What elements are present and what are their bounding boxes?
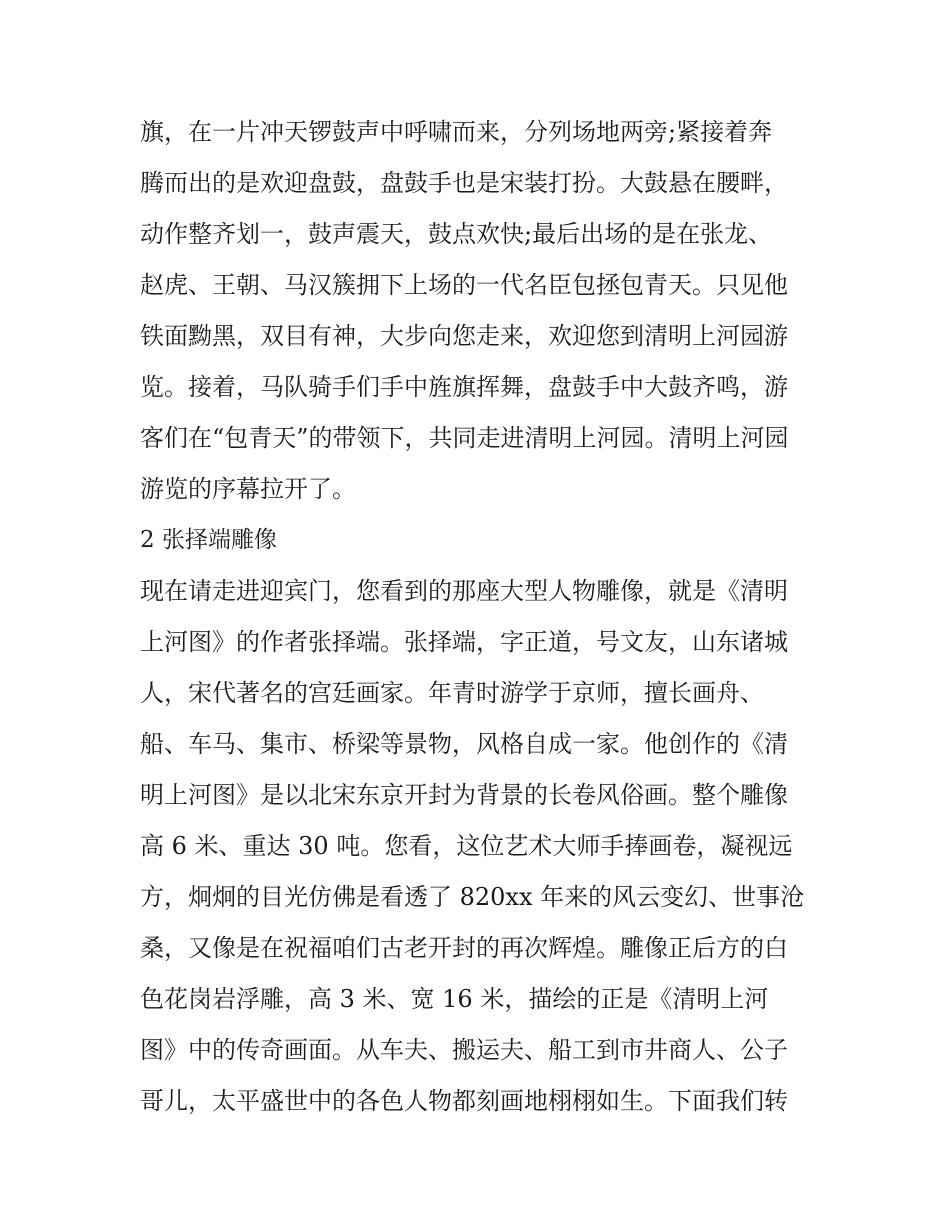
paragraph-line: 客们在“包青天”的带领下，共同走进清明上河园。清明上河园 — [140, 424, 789, 452]
paragraph-line: 上河图》的作者张择端。张择端，字正道，号文友，山东诸城 — [140, 628, 788, 656]
paragraph-line: 动作整齐划一，鼓声震天，鼓点欢快;最后出场的是在张龙、 — [140, 220, 773, 248]
paragraph-line: 桑，又像是在祝福咱们古老开封的再次辉煌。雕像正后方的白 — [140, 934, 788, 962]
paragraph-line: 游览的序幕拉开了。 — [140, 475, 356, 503]
paragraph-line: 览。接着，马队骑手们手中旌旗挥舞，盘鼓手中大鼓齐鸣，游 — [140, 373, 788, 401]
paragraph-line: 船、车马、集市、桥梁等景物，风格自成一家。他创作的《清 — [140, 730, 788, 758]
paragraph-line: 铁面黝黑，双目有神，大步向您走来，欢迎您到清明上河园游 — [140, 322, 788, 350]
paragraph-line: 明上河图》是以北宋东京开封为背景的长卷风俗画。整个雕像 — [140, 781, 788, 809]
paragraph-line: 方，炯炯的目光仿佛是看透了 820xx 年来的风云变幻、世事沧 — [140, 883, 805, 911]
paragraph-line: 腾而出的是欢迎盘鼓，盘鼓手也是宋装打扮。大鼓悬在腰畔， — [140, 169, 788, 197]
paragraph-line: 高 6 米、重达 30 吨。您看，这位艺术大师手捧画卷，凝视远 — [140, 832, 793, 860]
paragraph-line: 图》中的传奇画面。从车夫、搬运夫、船工到市井商人、公子 — [140, 1036, 788, 1064]
body-text — [140, 107, 820, 1127]
paragraph-line: 赵虎、王朝、马汉簇拥下上场的一代名臣包拯包青天。只见他 — [140, 271, 788, 299]
paragraph-line: 色花岗岩浮雕，高 3 米、宽 16 米，描绘的正是《清明上河 — [140, 985, 769, 1013]
paragraph-line: 旗，在一片冲天锣鼓声中呼啸而来，分列场地两旁;紧接着奔 — [140, 118, 773, 146]
paragraph-line: 哥儿，太平盛世中的各色人物都刻画地栩栩如生。下面我们转 — [140, 1087, 788, 1115]
paragraph-line: 人，宋代著名的宫廷画家。年青时游学于京师，擅长画舟、 — [140, 679, 764, 707]
section-heading: 2 张择端雕像 — [140, 527, 277, 553]
paragraph-line: 现在请走进迎宾门，您看到的那座大型人物雕像，就是《清明 — [140, 577, 788, 605]
